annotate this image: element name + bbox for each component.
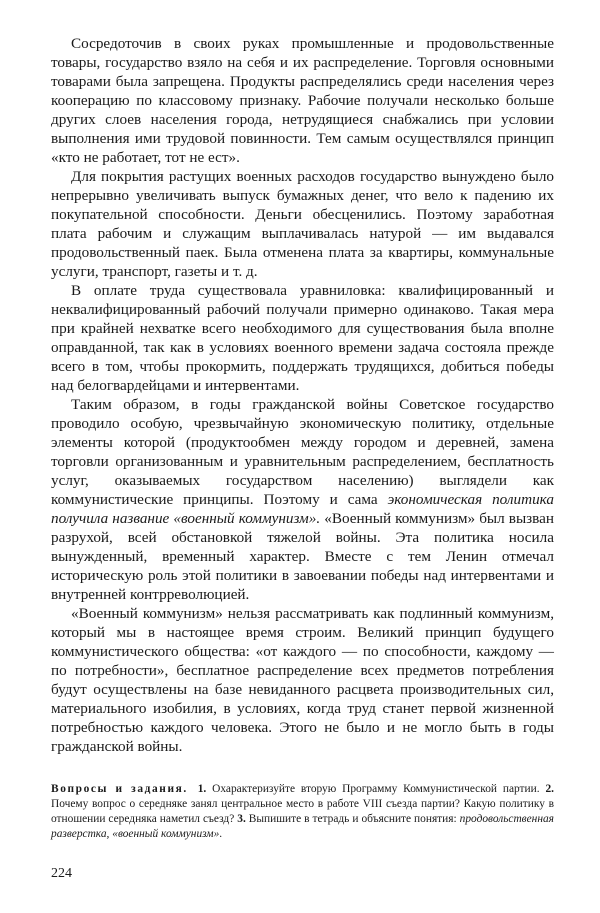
questions-heading: Вопросы и задания. (51, 783, 188, 795)
paragraph-4-end: «Военный коммунизм» был вызван разрухой, всей обстановкой тяжелой войны. Эта политика носила вынужденный, временный характер. Вместе с тем Ленин отмечал историческую роль этой политики в завоевании победы над интервентами и внутренней контрреволюцией. (51, 510, 554, 603)
paragraph-2: Для покрытия растущих военных расходов государство вынуждено было непрерывно увеличивать выпуск бумажных денег, что вело к падению их покупательной способности. Деньги обесценились. Поэтому заработная плата рабочим и служащим выплачивалась натурой — им выдавался продовольственный паек. Была отменена плата за квартиры, коммунальные услуги, транспорт, газеты и т. д. (51, 168, 554, 280)
question-2-text: Почему вопрос о середняке занял центральное место в работе VIII съезда партии? Какую политику в отношении середняка наметил съезд? (51, 798, 554, 825)
question-1-number: 1. (197, 783, 207, 795)
question-3-terms: продовольственная разверстка, «военный коммунизм» (51, 813, 554, 840)
questions-section (51, 782, 554, 842)
question-3-end: . (219, 828, 223, 840)
paragraph-1: Сосредоточив в своих руках промышленные и продовольственные товары, государство взяло на себя и их распределение. Торговля основными товарами была запрещена. Продукты распределялись среди населения через кооперацию по классовому признаку. Рабочие получали несколько больше других слоев населения города, нетрудящиеся снабжались при условии выполнения ими трудовой повинности. Тем самым осуществлялся принцип «кто не работает, тот не ест». (51, 35, 554, 166)
paragraph-4 (51, 395, 554, 604)
paragraph-3: В оплате труда существовала уравниловка: квалифицированный и неквалифицированный рабочий получали примерно одинаково. Такая мера при крайней нехватке всего необходимого для существования была вполне оправданной, так как в условиях военного времени задача состояла прежде всего в том, чтобы прокормить, поддержать трудящихся, добиться победы над белогвардейцами и интервентами. (51, 282, 554, 394)
paragraph-4-start: Таким образом, в годы гражданской войны Советское государство проводило особую, чрезвычайную экономическую политику, отдельные элементы которой (продуктообмен между городом и деревней, замена торговли организованным и уравнительным распределением, бесплатность услуг, оказываемых государством населению) выглядели как коммунистические принципы. Поэтому и сама (51, 396, 554, 508)
paragraph-4-emphasis: экономическая политика получила название «военный коммунизм». (51, 491, 554, 527)
question-2-number: 2. (545, 783, 554, 795)
page-number: 224 (51, 866, 72, 881)
paragraph-5: «Военный коммунизм» нельзя рассматривать как подлинный коммунизм, который мы в настоящее время строим. Великий принцип будущего коммунистического общества: «от каждого — по способности, каждому — по потребности», бесплатное распределение всех предметов потребления будут осуществлены на базе невиданного расцвета производительных сил, материального изобилия, в условиях, когда труд станет первой жизненной потребностью каждого человека. Этого не было и не могло быть в годы гражданской войны. (51, 605, 554, 755)
question-3-text: Выпишите в тетрадь и объясните понятия: (245, 813, 460, 825)
question-1-text: Охарактеризуйте вторую Программу Коммунистической партии. (206, 783, 546, 795)
question-3-number: 3. (237, 813, 246, 825)
main-text (51, 34, 554, 756)
